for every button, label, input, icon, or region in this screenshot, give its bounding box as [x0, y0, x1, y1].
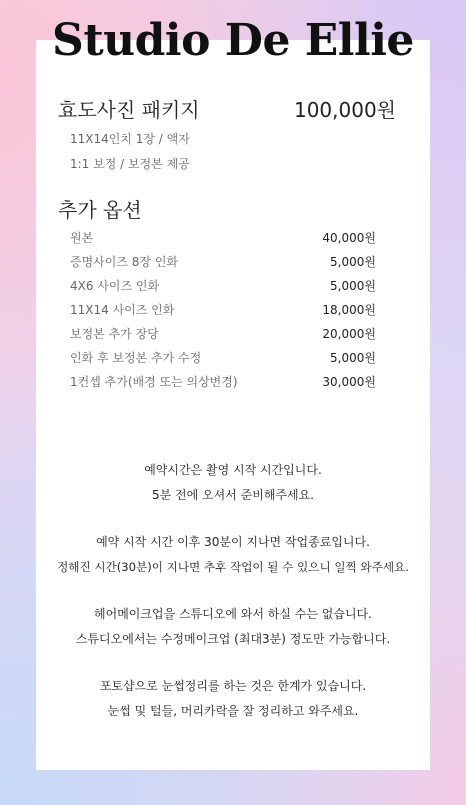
option-row — [70, 370, 376, 394]
notice-line: 눈썹 및 털들, 머리카락을 잘 정리하고 와주세요. — [107, 704, 359, 718]
option-row — [70, 298, 376, 322]
option-name: 원본 — [70, 231, 94, 245]
option-price: 5,000원 — [330, 279, 376, 293]
option-row — [70, 274, 376, 298]
package-price: 100,000원 — [293, 98, 396, 122]
option-name: 보정본 추가 장당 — [70, 327, 159, 341]
notice-line: 헤어메이크업을 스튜디오에 와서 하실 수는 없습니다. — [94, 607, 372, 621]
option-row — [70, 322, 376, 346]
option-row — [70, 346, 376, 370]
notice-line: 예약시간은 촬영 시작 시간입니다. — [144, 463, 322, 477]
option-price: 5,000원 — [330, 351, 376, 365]
package-name: 효도사진 패키지 — [58, 98, 200, 122]
options-list — [70, 226, 376, 394]
package-header — [58, 94, 396, 123]
notice-line: 예약 시작 시간 이후 30분이 지나면 작업종료입니다. — [96, 535, 370, 549]
notice-line: 스튜디오에서는 수정메이크업 (최대3분) 정도만 가능합니다. — [75, 632, 391, 646]
option-name: 인화 후 보정본 추가 수정 — [70, 351, 202, 365]
option-name: 4X6 사이즈 인화 — [70, 279, 160, 293]
option-price: 40,000원 — [322, 231, 376, 245]
option-name: 11X14 사이즈 인화 — [70, 303, 175, 317]
option-price: 20,000원 — [322, 327, 376, 341]
option-row — [70, 250, 376, 274]
notice-section — [36, 458, 430, 724]
notice-line: 포토샵으로 눈썹정리를 하는 것은 한계가 있습니다. — [99, 679, 367, 693]
option-row — [70, 226, 376, 250]
package-detail: 1:1 보정 / 보정본 제공 — [70, 157, 190, 171]
option-price: 5,000원 — [330, 255, 376, 269]
option-name: 1컨셉 추가(배경 또는 의상변경) — [70, 375, 238, 389]
notice-line: 정해진 시간(30분)이 지나면 추후 작업이 될 수 있으니 일찍 와주세요. — [57, 560, 409, 574]
option-price: 18,000원 — [322, 303, 376, 317]
price-card — [36, 40, 430, 770]
notice-line: 5분 전에 오셔서 준비해주세요. — [152, 488, 314, 502]
option-price: 30,000원 — [322, 375, 376, 389]
options-heading: 추가 옵션 — [58, 198, 142, 222]
option-name: 증명사이즈 8장 인화 — [70, 255, 179, 269]
studio-title: Studio De Ellie — [52, 15, 414, 66]
package-detail: 11X14인치 1장 / 액자 — [70, 132, 190, 146]
